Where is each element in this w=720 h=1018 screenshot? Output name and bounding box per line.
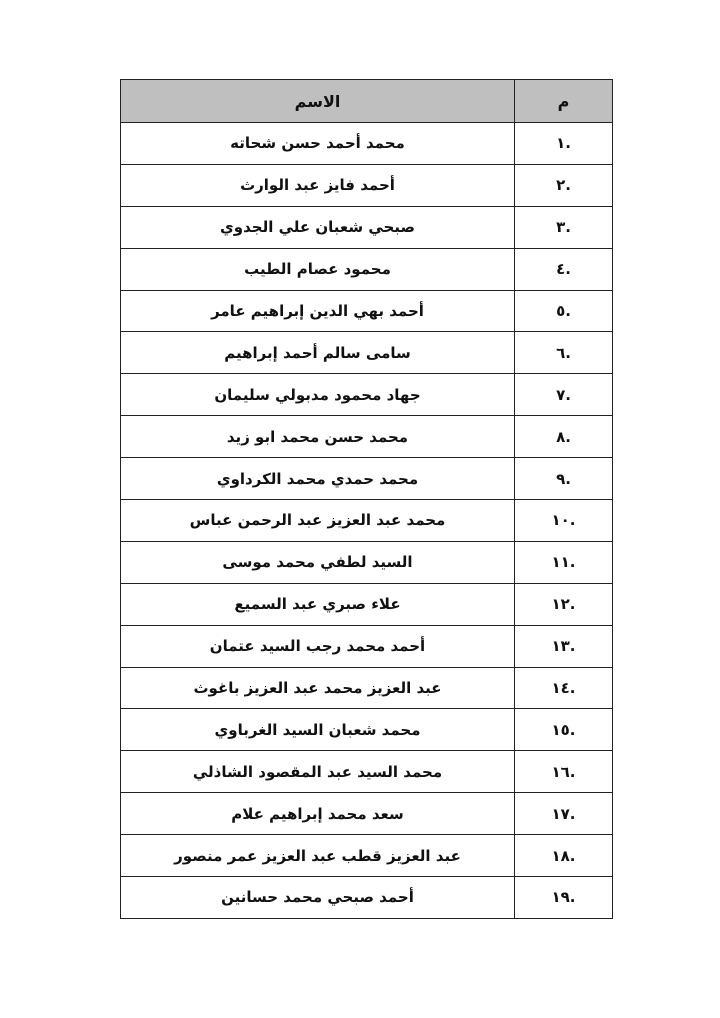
- row-name: علاء صبري عبد السميع: [121, 583, 515, 625]
- table-row: [121, 206, 613, 248]
- table-row: [121, 290, 613, 332]
- row-number: .١٦: [515, 751, 613, 793]
- row-name: صبحي شعبان علي الجدوي: [121, 206, 515, 248]
- header-row: [121, 80, 613, 123]
- row-name: أحمد محمد رجب السيد عتمان: [121, 625, 515, 667]
- name-header: الاسم: [121, 80, 515, 123]
- table-row: [121, 123, 613, 165]
- row-number: .١١: [515, 541, 613, 583]
- row-name: سامى سالم أحمد إبراهيم: [121, 332, 515, 374]
- table-row: [121, 877, 613, 919]
- row-name: أحمد بهي الدين إبراهيم عامر: [121, 290, 515, 332]
- row-name: محمد حسن محمد ابو زيد: [121, 416, 515, 458]
- table-row: [121, 751, 613, 793]
- row-name: عبد العزيز قطب عبد العزيز عمر منصور: [121, 835, 515, 877]
- row-number: .١٣: [515, 625, 613, 667]
- row-number: .٨: [515, 416, 613, 458]
- row-number: .١٨: [515, 835, 613, 877]
- row-name: محمد عبد العزيز عبد الرحمن عباس: [121, 500, 515, 542]
- row-number: .١٢: [515, 583, 613, 625]
- row-name: محمد شعبان السيد الغرباوي: [121, 709, 515, 751]
- table-row: [121, 583, 613, 625]
- row-number: .١٧: [515, 793, 613, 835]
- names-table: [120, 79, 613, 919]
- table-row: [121, 835, 613, 877]
- number-header: م: [515, 80, 613, 123]
- row-number: .١٩: [515, 877, 613, 919]
- table-row: [121, 332, 613, 374]
- row-number: .٣: [515, 206, 613, 248]
- row-number: .١: [515, 123, 613, 165]
- row-number: .٦: [515, 332, 613, 374]
- row-name: أحمد فايز عبد الوارث: [121, 164, 515, 206]
- table-row: [121, 164, 613, 206]
- row-number: .٧: [515, 374, 613, 416]
- row-name: محمد السيد عبد المقصود الشاذلي: [121, 751, 515, 793]
- row-number: .٩: [515, 458, 613, 500]
- row-name: السيد لطفي محمد موسى: [121, 541, 515, 583]
- row-number: .٤: [515, 248, 613, 290]
- table-row: [121, 793, 613, 835]
- table-row: [121, 500, 613, 542]
- row-number: .١٥: [515, 709, 613, 751]
- row-name: محمد أحمد حسن شحاته: [121, 123, 515, 165]
- row-number: .٢: [515, 164, 613, 206]
- row-name: محمود عصام الطيب: [121, 248, 515, 290]
- row-number: .١٤: [515, 667, 613, 709]
- table-row: [121, 667, 613, 709]
- row-name: عبد العزيز محمد عبد العزيز باغوث: [121, 667, 515, 709]
- row-name: محمد حمدي محمد الكرداوي: [121, 458, 515, 500]
- table-row: [121, 541, 613, 583]
- row-name: سعد محمد إبراهيم علام: [121, 793, 515, 835]
- table-row: [121, 416, 613, 458]
- row-name: أحمد صبحي محمد حسانين: [121, 877, 515, 919]
- row-number: .٥: [515, 290, 613, 332]
- table-row: [121, 248, 613, 290]
- table-row: [121, 374, 613, 416]
- table-row: [121, 709, 613, 751]
- table-row: [121, 625, 613, 667]
- row-name: جهاد محمود مدبولي سليمان: [121, 374, 515, 416]
- row-number: .١٠: [515, 500, 613, 542]
- table-row: [121, 458, 613, 500]
- table-body: [121, 123, 613, 919]
